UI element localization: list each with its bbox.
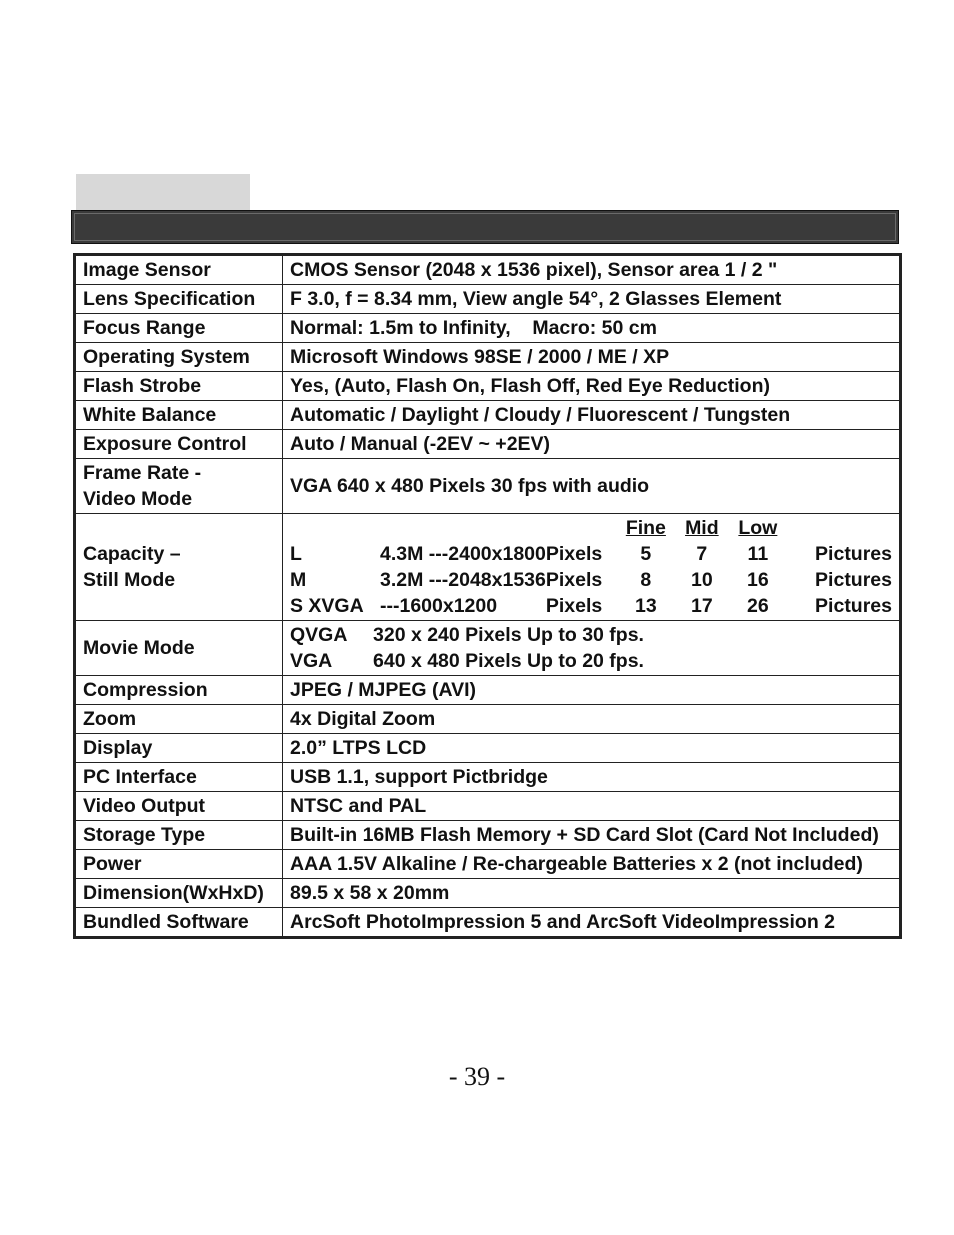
capacity-unit: Pixels bbox=[545, 543, 603, 565]
spec-value: 2.0” LTPS LCD bbox=[283, 734, 901, 763]
spec-value: CMOS Sensor (2048 x 1536 pixel), Sensor area 1 / 2 " bbox=[283, 255, 901, 285]
spec-row-image-sensor bbox=[75, 255, 901, 285]
spec-label-line: Capacity – bbox=[83, 543, 181, 565]
capacity-mid: 7 bbox=[696, 543, 708, 565]
capacity-low: 16 bbox=[747, 569, 769, 591]
capacity-size: ---1600x1200 bbox=[380, 595, 498, 617]
capacity-table bbox=[290, 515, 892, 619]
spec-row-flash-strobe bbox=[75, 372, 901, 401]
spec-label: Display bbox=[75, 734, 283, 763]
spec-label-line: Still Mode bbox=[83, 569, 176, 591]
movie-desc: 320 x 240 Pixels Up to 30 fps. bbox=[373, 624, 644, 646]
spec-value: 89.5 x 58 x 20mm bbox=[283, 879, 901, 908]
capacity-row bbox=[290, 567, 892, 593]
spec-row-pc-interface bbox=[75, 763, 901, 792]
page-number: - 39 - bbox=[448, 1062, 506, 1091]
spec-value: Normal: 1.5m to Infinity, Macro: 50 cm bbox=[283, 314, 901, 343]
spec-label-line: Frame Rate - bbox=[83, 462, 202, 484]
spec-value: 4x Digital Zoom bbox=[283, 705, 901, 734]
spec-value: USB 1.1, support Pictbridge bbox=[283, 763, 901, 792]
spec-row-exposure-control bbox=[75, 430, 901, 459]
capacity-low: 26 bbox=[747, 595, 769, 617]
spec-label: Focus Range bbox=[75, 314, 283, 343]
movie-value bbox=[283, 621, 901, 676]
capacity-row bbox=[290, 593, 892, 619]
capacity-name: L bbox=[290, 543, 302, 565]
movie-desc: 640 x 480 Pixels Up to 20 fps. bbox=[373, 650, 644, 672]
spec-label: White Balance bbox=[75, 401, 283, 430]
spec-row-focus-range bbox=[75, 314, 901, 343]
capacity-fine: 8 bbox=[640, 569, 652, 591]
spec-row-movie-mode bbox=[75, 621, 901, 676]
spec-label: Storage Type bbox=[75, 821, 283, 850]
capacity-size: 4.3M ---2400x1800 bbox=[380, 543, 546, 565]
spec-label-line: Video Mode bbox=[83, 488, 193, 510]
spec-label: Dimension(WxHxD) bbox=[75, 879, 283, 908]
specifications-table bbox=[73, 253, 902, 939]
spec-value: VGA 640 x 480 Pixels 30 fps with audio bbox=[283, 459, 901, 514]
capacity-header-fine: Fine bbox=[625, 517, 666, 539]
spec-label: Zoom bbox=[75, 705, 283, 734]
spec-label: Power bbox=[75, 850, 283, 879]
section-header-bar-inner bbox=[74, 213, 896, 241]
spec-label bbox=[75, 514, 283, 621]
spec-label: Bundled Software bbox=[75, 908, 283, 938]
capacity-mid: 17 bbox=[691, 595, 713, 617]
spec-value: Auto / Manual (-2EV ~ +2EV) bbox=[283, 430, 901, 459]
spec-label: Exposure Control bbox=[75, 430, 283, 459]
spec-row-capacity bbox=[75, 514, 901, 621]
spec-label: Image Sensor bbox=[75, 255, 283, 285]
spec-label: Flash Strobe bbox=[75, 372, 283, 401]
spec-value: Yes, (Auto, Flash On, Flash Off, Red Eye Reduction) bbox=[283, 372, 901, 401]
spec-value: NTSC and PAL bbox=[283, 792, 901, 821]
capacity-row bbox=[290, 541, 892, 567]
capacity-mid: 10 bbox=[691, 569, 713, 591]
capacity-value bbox=[283, 514, 901, 621]
spec-row-storage-type bbox=[75, 821, 901, 850]
spec-label: Operating System bbox=[75, 343, 283, 372]
spec-value: Microsoft Windows 98SE / 2000 / ME / XP bbox=[283, 343, 901, 372]
spec-value: AAA 1.5V Alkaline / Re-chargeable Batteries x 2 (not included) bbox=[283, 850, 901, 879]
capacity-unit: Pixels bbox=[545, 569, 603, 591]
spec-row-zoom bbox=[75, 705, 901, 734]
spec-value: JPEG / MJPEG (AVI) bbox=[283, 676, 901, 705]
capacity-fine: 13 bbox=[635, 595, 657, 617]
capacity-name: S XVGA bbox=[290, 595, 364, 617]
spec-label: Movie Mode bbox=[75, 621, 283, 676]
capacity-suffix: Pictures bbox=[815, 543, 892, 565]
spec-label: Compression bbox=[75, 676, 283, 705]
capacity-header-low: Low bbox=[738, 517, 778, 539]
spec-row-power bbox=[75, 850, 901, 879]
spec-value: Built-in 16MB Flash Memory + SD Card Slot (Card Not Included) bbox=[283, 821, 901, 850]
capacity-name: M bbox=[290, 569, 307, 591]
capacity-fine: 5 bbox=[640, 543, 652, 565]
capacity-low: 11 bbox=[747, 543, 769, 565]
capacity-header-mid: Mid bbox=[685, 517, 719, 539]
spec-row-frame-rate bbox=[75, 459, 901, 514]
movie-row bbox=[290, 648, 892, 674]
spec-row-compression bbox=[75, 676, 901, 705]
movie-format: QVGA bbox=[290, 624, 348, 646]
spec-row-lens bbox=[75, 285, 901, 314]
spec-row-video-output bbox=[75, 792, 901, 821]
spec-label: Lens Specification bbox=[75, 285, 283, 314]
spec-label bbox=[75, 459, 283, 514]
movie-format: VGA bbox=[290, 650, 333, 672]
spec-row-operating-system bbox=[75, 343, 901, 372]
spec-row-display bbox=[75, 734, 901, 763]
section-tab bbox=[76, 174, 250, 211]
section-header-bar bbox=[71, 210, 899, 244]
capacity-unit: Pixels bbox=[545, 595, 603, 617]
spec-row-white-balance bbox=[75, 401, 901, 430]
spec-row-bundled-software bbox=[75, 908, 901, 938]
capacity-suffix: Pictures bbox=[815, 595, 892, 617]
spec-value: F 3.0, f = 8.34 mm, View angle 54°, 2 Glasses Element bbox=[283, 285, 901, 314]
spec-value: ArcSoft PhotoImpression 5 and ArcSoft VideoImpression 2 bbox=[283, 908, 901, 938]
spec-row-dimension bbox=[75, 879, 901, 908]
capacity-header-row bbox=[290, 515, 892, 541]
movie-row bbox=[290, 622, 892, 648]
movie-table bbox=[290, 622, 892, 674]
capacity-suffix: Pictures bbox=[815, 569, 892, 591]
spec-value: Automatic / Daylight / Cloudy / Fluorescent / Tungsten bbox=[283, 401, 901, 430]
spec-label: Video Output bbox=[75, 792, 283, 821]
capacity-size: 3.2M ---2048x1536 bbox=[380, 569, 546, 591]
spec-label: PC Interface bbox=[75, 763, 283, 792]
